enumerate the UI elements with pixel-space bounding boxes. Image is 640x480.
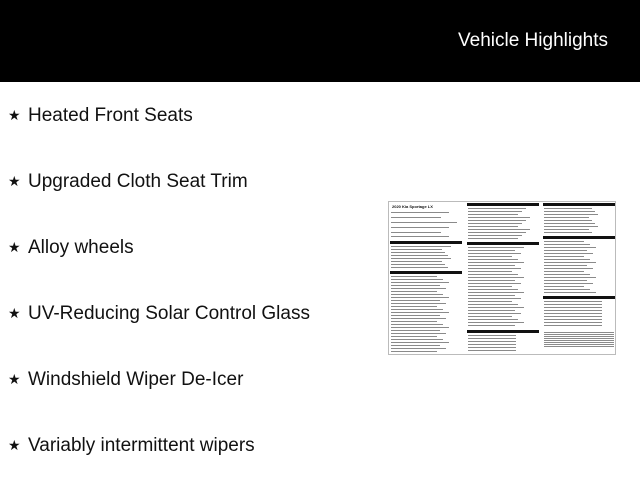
list-item	[8, 302, 310, 326]
sticker-text-line	[544, 338, 614, 339]
feature-label: UV-Reducing Solar Control Glass	[28, 303, 310, 324]
sticker-text-line	[391, 345, 440, 346]
sticker-text-line	[391, 217, 441, 218]
sticker-text-line	[544, 226, 598, 227]
sticker-text-line	[391, 333, 446, 334]
list-item	[8, 236, 134, 260]
sticker-text-line	[468, 223, 522, 224]
sticker-section-bar	[467, 242, 539, 245]
sticker-text-line	[391, 249, 442, 250]
sticker-text-line	[468, 298, 521, 299]
star-icon: ★	[8, 108, 21, 124]
sticker-text-line	[468, 238, 518, 239]
sticker-text-line	[391, 276, 437, 277]
header-bar	[0, 0, 640, 82]
sticker-text-line	[468, 338, 516, 339]
sticker-text-line	[544, 256, 584, 257]
sticker-text-line	[544, 334, 614, 335]
sticker-text-line	[391, 303, 446, 304]
sticker-section-bar	[543, 203, 615, 206]
sticker-text-line	[468, 313, 521, 314]
sticker-text-line	[391, 252, 445, 253]
sticker-text-line	[544, 286, 584, 287]
sticker-text-line	[544, 292, 596, 293]
star-icon: ★	[8, 438, 21, 454]
sticker-text-line	[468, 211, 522, 212]
sticker-text-line	[468, 268, 521, 269]
sticker-text-line	[468, 280, 515, 281]
sticker-text-line	[544, 271, 584, 272]
sticker-text-line	[391, 291, 437, 292]
sticker-text-line	[544, 274, 590, 275]
sticker-text-line	[468, 277, 524, 278]
sticker-text-line	[391, 327, 449, 328]
sticker-text-line	[468, 247, 524, 248]
sticker-text-line	[544, 316, 602, 317]
sticker-text-line	[468, 235, 522, 236]
sticker-text-line	[391, 246, 451, 247]
sticker-text-line	[391, 330, 440, 331]
sticker-text-line	[544, 211, 595, 212]
sticker-text-line	[544, 344, 614, 345]
list-item	[8, 368, 243, 392]
sticker-title: 2020 Kia Sportage LX	[392, 204, 433, 209]
sticker-text-line	[544, 262, 596, 263]
sticker-text-line	[391, 285, 440, 286]
sticker-text-line	[544, 319, 602, 320]
sticker-text-line	[391, 318, 446, 319]
sticker-text-line	[468, 301, 512, 302]
sticker-text-line	[468, 341, 516, 342]
sticker-text-line	[391, 315, 440, 316]
list-item	[8, 170, 248, 194]
sticker-text-line	[468, 259, 518, 260]
sticker-text-line	[391, 222, 457, 223]
star-icon: ★	[8, 240, 21, 256]
sticker-text-line	[468, 256, 512, 257]
window-sticker-image[interactable]	[388, 201, 616, 355]
feature-label: Windshield Wiper De-Icer	[28, 369, 244, 390]
sticker-text-line	[468, 232, 526, 233]
sticker-text-line	[544, 208, 592, 209]
sticker-text-line	[391, 336, 437, 337]
sticker-text-line	[544, 342, 614, 343]
sticker-text-line	[544, 259, 590, 260]
sticker-text-line	[391, 288, 446, 289]
sticker-text-line	[544, 241, 584, 242]
feature-label: Heated Front Seats	[28, 105, 193, 126]
sticker-section-bar	[390, 271, 462, 274]
sticker-text-line	[468, 307, 524, 308]
sticker-text-line	[468, 265, 515, 266]
sticker-text-line	[544, 253, 593, 254]
sticker-section-bar	[390, 241, 462, 244]
sticker-text-line	[544, 289, 590, 290]
sticker-text-line	[391, 297, 449, 298]
sticker-text-line	[468, 292, 524, 293]
sticker-text-line	[544, 220, 592, 221]
sticker-section-bar	[467, 203, 539, 206]
sticker-text-line	[544, 232, 592, 233]
sticker-text-line	[391, 264, 445, 265]
sticker-text-line	[468, 250, 515, 251]
sticker-text-line	[391, 212, 449, 213]
sticker-text-line	[391, 339, 443, 340]
sticker-text-line	[391, 261, 442, 262]
sticker-text-line	[468, 286, 512, 287]
feature-label: Variably intermittent wipers	[28, 435, 255, 456]
sticker-text-line	[391, 227, 449, 228]
sticker-text-line	[544, 313, 602, 314]
sticker-text-line	[544, 325, 602, 326]
sticker-text-line	[468, 347, 516, 348]
sticker-text-line	[391, 255, 448, 256]
sticker-text-line	[391, 321, 437, 322]
sticker-text-line	[468, 322, 524, 323]
sticker-text-line	[391, 342, 449, 343]
sticker-text-line	[544, 307, 602, 308]
sticker-text-line	[391, 236, 449, 237]
sticker-text-line	[468, 283, 521, 284]
sticker-text-line	[468, 335, 516, 336]
sticker-text-line	[468, 220, 526, 221]
sticker-text-line	[544, 244, 590, 245]
sticker-text-line	[391, 348, 446, 349]
sticker-text-line	[391, 351, 437, 352]
sticker-text-line	[391, 282, 449, 283]
star-icon: ★	[8, 174, 21, 190]
list-item	[8, 434, 255, 458]
sticker-text-line	[544, 340, 614, 341]
sticker-text-line	[391, 279, 443, 280]
sticker-text-line	[468, 274, 518, 275]
sticker-text-line	[544, 283, 593, 284]
sticker-text-line	[544, 217, 589, 218]
sticker-text-line	[391, 312, 449, 313]
sticker-text-line	[391, 258, 451, 259]
sticker-text-line	[544, 247, 596, 248]
sticker-section-bar	[543, 236, 615, 239]
sticker-text-line	[468, 325, 515, 326]
sticker-section-bar	[543, 296, 615, 299]
sticker-text-line	[468, 344, 516, 345]
sticker-text-line	[391, 232, 441, 233]
sticker-text-line	[544, 223, 595, 224]
sticker-text-line	[391, 294, 443, 295]
sticker-text-line	[391, 306, 437, 307]
sticker-text-line	[468, 304, 518, 305]
sticker-text-line	[468, 316, 512, 317]
sticker-text-line	[468, 262, 524, 263]
sticker-text-line	[468, 214, 518, 215]
sticker-text-line	[468, 295, 515, 296]
sticker-text-line	[468, 319, 518, 320]
sticker-text-line	[544, 301, 602, 302]
feature-label: Alloy wheels	[28, 237, 134, 258]
sticker-text-line	[544, 310, 602, 311]
sticker-text-line	[544, 268, 593, 269]
sticker-text-line	[544, 332, 614, 333]
sticker-text-line	[391, 324, 443, 325]
sticker-text-line	[468, 217, 530, 218]
sticker-text-line	[544, 265, 587, 266]
sticker-text-line	[468, 310, 515, 311]
sticker-text-line	[468, 289, 518, 290]
sticker-text-line	[544, 229, 589, 230]
sticker-text-line	[544, 277, 596, 278]
sticker-text-line	[544, 304, 602, 305]
feature-label: Upgraded Cloth Seat Trim	[28, 171, 248, 192]
page-title: Vehicle Highlights	[458, 30, 608, 51]
star-icon: ★	[8, 306, 21, 322]
sticker-text-line	[544, 250, 587, 251]
sticker-text-line	[468, 253, 521, 254]
sticker-text-line	[391, 309, 443, 310]
sticker-text-line	[544, 280, 587, 281]
list-item	[8, 104, 193, 128]
sticker-text-line	[468, 208, 526, 209]
sticker-text-line	[544, 336, 614, 337]
sticker-text-line	[468, 229, 530, 230]
sticker-section-bar	[467, 330, 539, 333]
star-icon: ★	[8, 372, 21, 388]
sticker-text-line	[468, 350, 516, 351]
sticker-text-line	[544, 214, 598, 215]
sticker-text-line	[468, 226, 518, 227]
sticker-text-line	[391, 300, 440, 301]
sticker-text-line	[391, 267, 448, 268]
sticker-text-line	[544, 322, 602, 323]
sticker-text-line	[468, 271, 512, 272]
sticker-text-line	[544, 346, 614, 347]
